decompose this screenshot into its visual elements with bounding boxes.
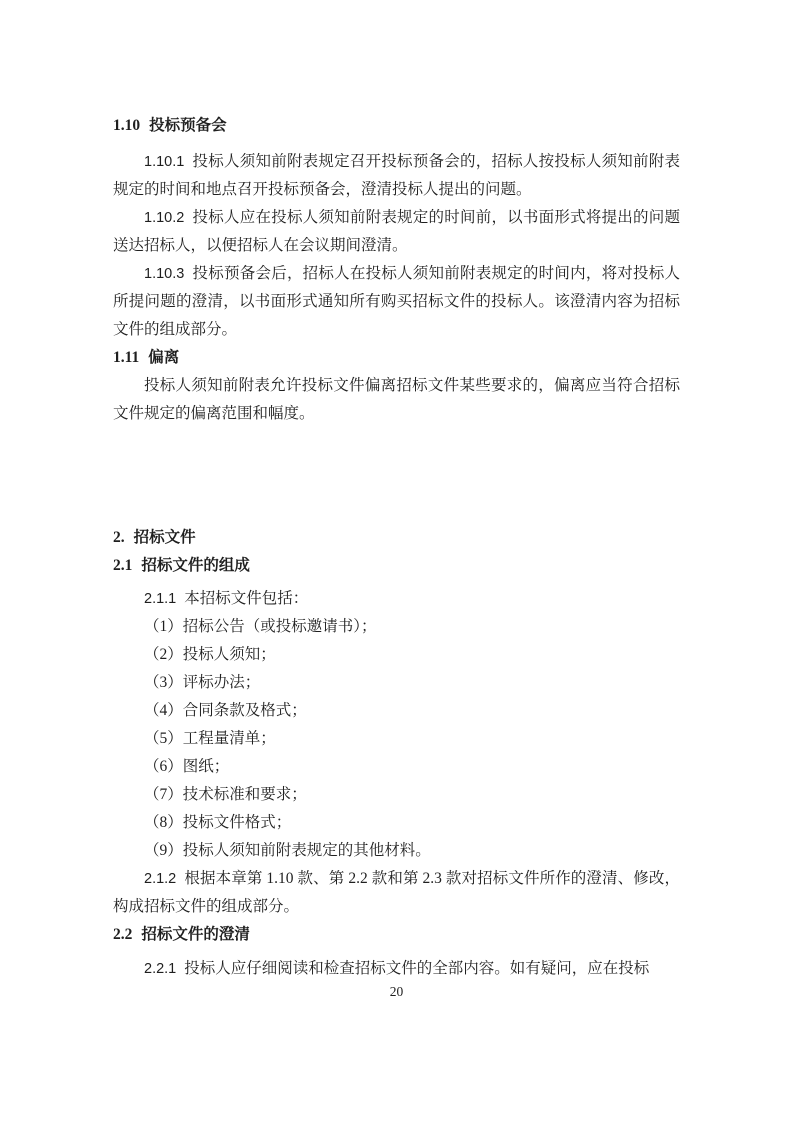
section-title: 招标文件的澄清	[141, 926, 250, 943]
list-item-text: （7）技术标准和要求；	[144, 786, 307, 803]
paragraph-number: 1.10.3	[144, 266, 185, 282]
paragraph-number: 2.2.1	[144, 961, 177, 977]
paragraph-text: 投标人应在投标人须知前附表规定的时间前，以书面形式将提出的问题送达招标人，以便招标人在会议期间澄清。	[113, 209, 680, 254]
list-item-text: （3）评标办法；	[144, 674, 261, 691]
paragraph-text: 投标人应仔细阅读和检查招标文件的全部内容。如有疑问，应在投标	[184, 960, 650, 977]
paragraph-1-10-1	[113, 148, 680, 204]
page-number: 20	[389, 984, 404, 999]
paragraph-2-1-2	[113, 865, 680, 921]
section-title: 偏离	[148, 349, 180, 366]
paragraph-number: 1.10.2	[144, 210, 185, 226]
section-number: 1.11	[113, 349, 140, 366]
paragraph-1-10-2	[113, 204, 680, 260]
section-heading-1-10	[113, 112, 680, 140]
list-item-8	[113, 809, 680, 837]
paragraph-2-1-1	[113, 585, 680, 613]
section-heading-2	[113, 524, 680, 552]
list-item-3	[113, 669, 680, 697]
paragraph-1-11	[113, 372, 680, 428]
paragraph-text: 投标人须知前附表允许投标文件偏离招标文件某些要求的，偏离应当符合招标文件规定的偏离范围和幅度。	[113, 377, 680, 422]
list-item-text: （5）工程量清单；	[144, 730, 276, 747]
list-item-4	[113, 697, 680, 725]
section-number: 2.	[113, 529, 125, 546]
list-item-text: （4）合同条款及格式；	[144, 702, 307, 719]
paragraph-number: 2.1.1	[144, 591, 177, 607]
paragraph-number: 1.10.1	[144, 154, 185, 170]
list-item-text: （6）图纸；	[144, 758, 230, 775]
list-item-1	[113, 613, 680, 641]
list-item-2	[113, 641, 680, 669]
list-item-6	[113, 753, 680, 781]
section-number: 1.10	[113, 117, 141, 134]
list-item-text: （1）招标公告（或投标邀请书）；	[144, 618, 377, 635]
paragraph-text: 投标人须知前附表规定召开投标预备会的，招标人按投标人须知前附表规定的时间和地点召开投标预备会，澄清投标人提出的问题。	[113, 153, 680, 198]
section-heading-1-11	[113, 344, 680, 372]
section-number: 2.1	[113, 557, 133, 574]
list-item-text: （9）投标人须知前附表规定的其他材料。	[144, 842, 431, 859]
paragraph-text: 根据本章第 1.10 款、第 2.2 款和第 2.3 款对招标文件所作的澄清、修改，构成招标文件的组成部分。	[113, 870, 680, 915]
list-item-text: （2）投标人须知；	[144, 646, 276, 663]
paragraph-text: 本招标文件包括：	[184, 590, 309, 607]
paragraph-number: 2.1.2	[144, 871, 177, 887]
paragraph-text: 投标预备会后，招标人在投标人须知前附表规定的时间内，将对投标人所提问题的澄清，以书面形式通知所有购买招标文件的投标人。该澄清内容为招标文件的组成部分。	[113, 265, 680, 338]
list-item-7	[113, 781, 680, 809]
section-title: 投标预备会	[149, 117, 227, 134]
section-heading-2-2	[113, 921, 680, 949]
list-item-text: （8）投标文件格式；	[144, 814, 292, 831]
paragraph-1-10-3	[113, 260, 680, 344]
list-item-9	[113, 837, 680, 865]
section-title: 招标文件	[133, 529, 196, 546]
paragraph-2-2-1	[113, 955, 680, 983]
section-number: 2.2	[113, 926, 133, 943]
section-title: 招标文件的组成	[141, 557, 250, 574]
section-heading-2-1	[113, 552, 680, 580]
list-item-5	[113, 725, 680, 753]
